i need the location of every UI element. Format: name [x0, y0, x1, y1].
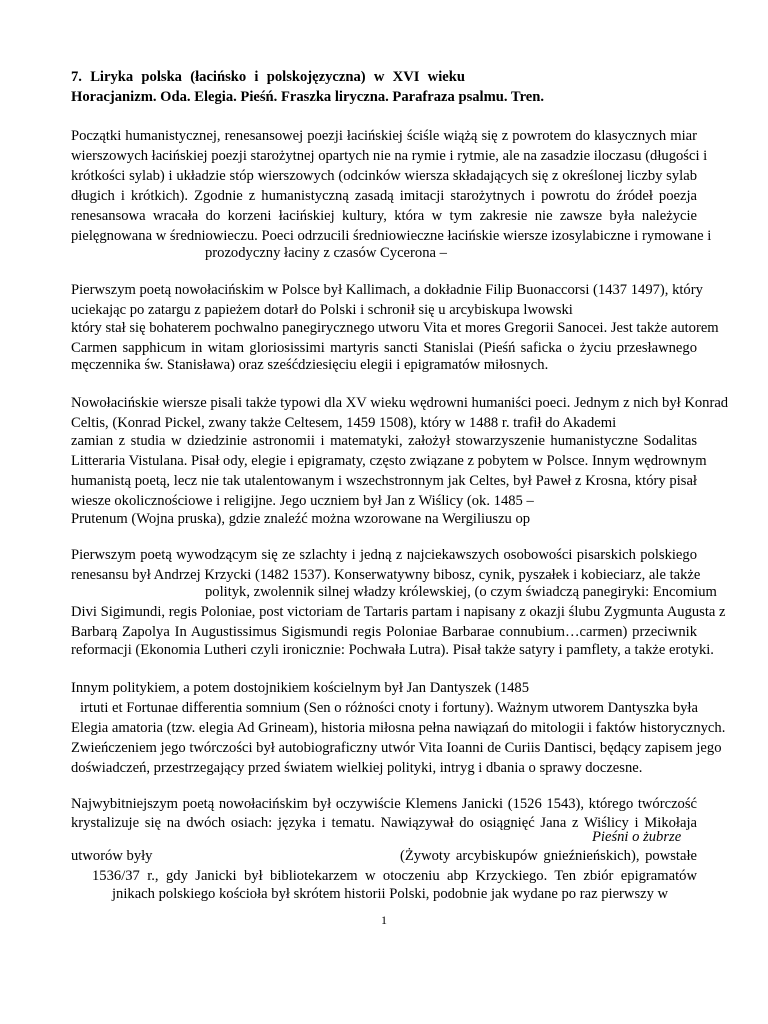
paragraph-4-line: renesansu był Andrzej Krzycki (1482 1537). Konserwatywny bibosz, cynik, pyszałek i kobieciarz, ale także	[71, 567, 701, 583]
paragraph-6-line: Pieśni o żubrze	[592, 829, 682, 845]
paragraph-6-line: 1536/37 r., gdy Janicki był bibliotekarzem w otoczeniu abp Krzyckiego. Ten zbiór epigramatów	[92, 868, 697, 884]
paragraph-5-line: Zwieńczeniem jego twórczości był autobiograficzny utwór Vita Ioanni de Curiis Dantisci, będący zapisem jego	[71, 740, 722, 756]
paragraph-2-line: Pierwszym poetą nowołacińskim w Polsce był Kallimach, a dokładnie Filip Buonaccorsi (1437 1497), który	[71, 282, 703, 298]
paragraph-6-line: jnikach polskiego kościoła był skrótem historii Polski, podobnie jak wydane po raz pierwszy w	[112, 886, 669, 902]
paragraph-6-line: (Żywoty arcybiskupów gnieźnieńskich), powstałe	[400, 848, 697, 864]
paragraph-1-line: pielęgnowana w średniowieczu. Poeci odrzucili średniowieczne łacińskie wiersze izosylabiczne i rymowane i	[71, 228, 712, 244]
paragraph-4-line: reformacji (Ekonomia Lutheri czyli ironicznie: Pochwała Lutra). Pisał także satyry i pamflety, a także erotyki.	[71, 642, 714, 658]
paragraph-2-line: uciekając po zatargu z papieżem dotarł do Polski i schronił się u arcybiskupa lwowski	[71, 302, 573, 318]
section-title: 7. Liryka polska (łacińsko i polskojęzyczna) w XVI wieku	[71, 69, 465, 85]
page-number: 1	[381, 913, 387, 927]
paragraph-3-line: zamian z studia w dziedzinie astronomii i matematyki, założył stowarzyszenie humanistyczne Sodalitas	[71, 433, 697, 449]
paragraph-1-line: wierszowych łacińskiej poezji starożytnej opartych nie na rymie i rytmie, ale na zasadzie iloczasu (długości i	[71, 148, 708, 164]
paragraph-2-line: męczennika św. Stanisława) oraz sześćdziesięciu elegii i epigramatów miłosnych.	[71, 357, 549, 373]
paragraph-1-line: renesansowa wracała do korzeni łacińskiej kultury, która w tym zakresie nie zawsze była należycie	[71, 208, 697, 224]
paragraph-4-line: Barbarą Zapolya In Augustissimus Sigismundi regis Poloniae Barbarae connubium…carmen) przeciwnik	[71, 624, 697, 640]
section-subtitle: Horacjanizm. Oda. Elegia. Pieśń. Fraszka liryczna. Parafraza psalmu. Tren.	[71, 89, 545, 105]
paragraph-3-line: humanistą poetą, lecz nie tak utalentowanym i wszechstronnym jak Celtes, był Paweł z Krosna, który pisał	[71, 473, 697, 489]
paragraph-3-line: wiesze okolicznościowe i religijne. Jego uczniem był Jan z Wiślicy (ok. 1485 –	[71, 493, 534, 509]
paragraph-1-line: długich i krótkich). Zgodnie z humanistyczną zasadą imitacji starożytnych i powrotu do źródeł poezja	[71, 188, 697, 204]
paragraph-2-line: który stał się bohaterem pochwalno panegirycznego utworu Vita et mores Gregorii Sanocei. Jest także autorem	[71, 320, 719, 336]
paragraph-4-line: Pierwszym poetą wywodzącym się ze szlachty i jedną z najciekawszych osobowości pisarskich polskiego	[71, 547, 697, 563]
paragraph-1-line: Początki humanistycznej, renesansowej poezji łacińskiej ściśle wiążą się z powrotem do klasycznych miar	[71, 128, 697, 144]
paragraph-6-line: Najwybitniejszym poetą nowołacińskim był oczywiście Klemens Janicki (1526 1543), którego twórczość	[71, 796, 697, 812]
paragraph-6-line: krystalizuje się na dwóch osiach: języka i tematu. Nawiązywał do osiągnięć Jana z Wiślicy i Mikołaja	[71, 815, 697, 831]
paragraph-5-line: irtuti et Fortunae differentia somnium (Sen o różności cnoty i fortuny). Ważnym utworem Dantyszka była	[80, 700, 698, 716]
paragraph-3-line: Prutenum (Wojna pruska), gdzie znaleźć można wzorowane na Wergiliuszu op	[71, 511, 531, 527]
paragraph-5-line: doświadczeń, przestrzegający przed światem wielkiej polityki, intryg i dbania o sprawy doczesne.	[71, 760, 643, 776]
paragraph-4-line: polityk, zwolennik silnej władzy królewskiej, (o czym świadczą panegiryki: Encomium	[205, 584, 717, 600]
paragraph-1-line: prozodyczny łaciny z czasów Cycerona –	[205, 245, 447, 261]
paragraph-3-line: Celtis, (Konrad Pickel, zwany także Celtesem, 1459 1508), który w 1488 r. trafił do Akademi	[71, 415, 617, 431]
paragraph-5-line: Innym politykiem, a potem dostojnikiem kościelnym był Jan Dantyszek (1485	[71, 680, 530, 696]
paragraph-6-line: utworów były	[71, 848, 153, 864]
paragraph-5-line: Elegia amatoria (tzw. elegia Ad Grineam), historia miłosna pełna nawiązań do mitologii i faktów historycznych.	[71, 720, 726, 736]
paragraph-1-line: krótkości sylab) i układzie stóp wierszowych (odcinków wiersza składających się z określonej liczby sylab	[71, 168, 697, 184]
paragraph-4-line: Divi Sigimundi, regis Poloniae, post victoriam de Tartaris partam i napisany z okazji ślubu Zygmunta Augusta z	[71, 604, 726, 620]
paragraph-2-line: Carmen sapphicum in witam gloriosissimi martyris sancti Stanislai (Pieśń saficka o życiu przesławnego	[71, 340, 697, 356]
paragraph-3-line: Nowołacińskie wiersze pisali także typowi dla XV wieku wędrowni humaniści poeci. Jednym z nich był Konrad	[71, 395, 729, 411]
paragraph-3-line: Litteraria Vistulana. Pisał ody, elegie i epigramaty, często związane z pobytem w Polsce. Innym wędrownym	[71, 453, 707, 469]
